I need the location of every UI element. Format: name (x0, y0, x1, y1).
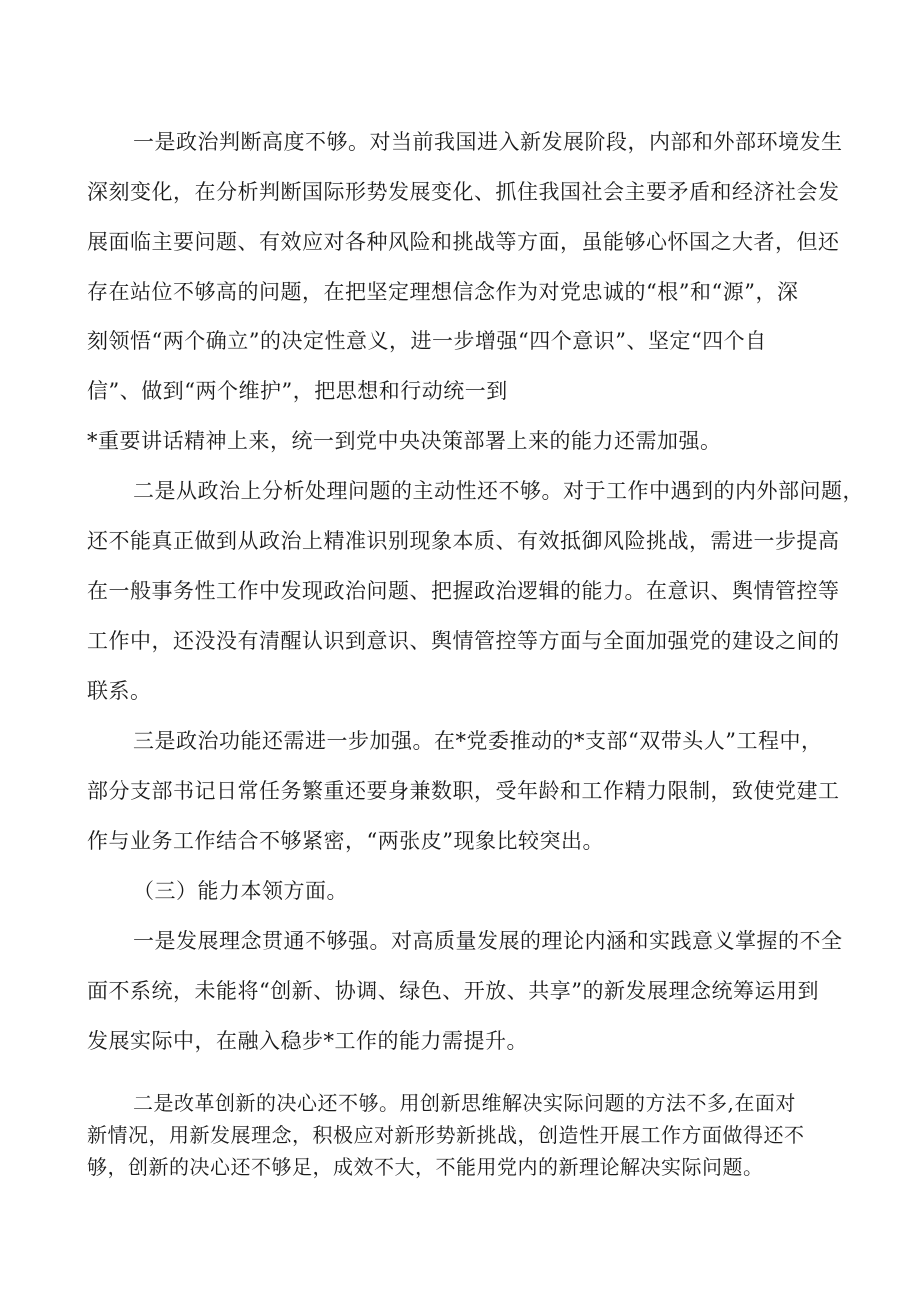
paragraph-2-line-5: 联系。 (87, 679, 152, 703)
paragraph-1-line-4: 存在站位不够高的问题，在把坚定理想信念作为对党忠诚的“根”和“源”，深 (87, 280, 799, 304)
paragraph-1-line-2: 深刻变化，在分析判断国际形势发展变化、抓住我国社会主要矛盾和经济社会发 (87, 180, 840, 204)
paragraph-3-line-3: 作与业务工作结合不够紧密，“两张皮”现象比较突出。 (87, 829, 604, 853)
paragraph-1-line-3: 展面临主要问题、有效应对各种风险和挑战等方面，虽能够心怀国之大者，但还 (87, 230, 840, 254)
paragraph-1-line-6: 信”、做到“两个维护”，把思想和行动统一到 (87, 379, 508, 403)
paragraph-5-line-3: 发展实际中，在融入稳步*工作的能力需提升。 (87, 1029, 528, 1053)
section-heading: （三）能力本领方面。 (133, 879, 348, 903)
paragraph-6-line-1: 二是改革创新的决心还不够。用创新思维解决实际问题的方法不多,在面对 (133, 1091, 796, 1115)
paragraph-6-line-2: 新情况，用新发展理念，积极应对新形势新挑战，创造性开展工作方面做得还不 (87, 1123, 805, 1147)
paragraph-2-line-1: 二是从政治上分析处理问题的主动性还不够。对于工作中遇到的内外部问题， (133, 479, 864, 503)
paragraph-1-line-5: 刻领悟“两个确立”的决定性意义，进一步增强“四个意识”、坚定“四个自 (87, 329, 767, 353)
paragraph-5-line-1: 一是发展理念贯通不够强。对高质量发展的理论内涵和实践意义掌握的不全 (133, 929, 843, 953)
paragraph-5-line-2: 面不系统，未能将“创新、协调、绿色、开放、共享”的新发展理念统筹运用到 (87, 979, 819, 1003)
paragraph-2-line-3: 在一般事务性工作中发现政治问题、把握政治逻辑的能力。在意识、舆情管控等 (87, 579, 840, 603)
paragraph-2-line-4: 工作中，还没没有清醒认识到意识、舆情管控等方面与全面加强党的建设之间的 (87, 629, 840, 653)
paragraph-2-line-2: 还不能真正做到从政治上精准识别现象本质、有效抵御风险挑战，需进一步提高 (87, 529, 840, 553)
paragraph-1-line-7: *重要讲话精神上来，统一到党中央决策部署上来的能力还需加强。 (87, 429, 722, 453)
paragraph-1-line-1: 一是政治判断高度不够。对当前我国进入新发展阶段，内部和外部环境发生 (133, 130, 843, 154)
paragraph-6-line-3: 够，创新的决心还不够足，成效不大，不能用党内的新理论解决实际问题。 (87, 1155, 764, 1179)
paragraph-3-line-2: 部分支部书记日常任务繁重还要身兼数职，受年龄和工作精力限制，致使党建工 (87, 779, 840, 803)
paragraph-3-line-1: 三是政治功能还需进一步加强。在*党委推动的*支部“双带头人”工程中， (133, 729, 823, 753)
